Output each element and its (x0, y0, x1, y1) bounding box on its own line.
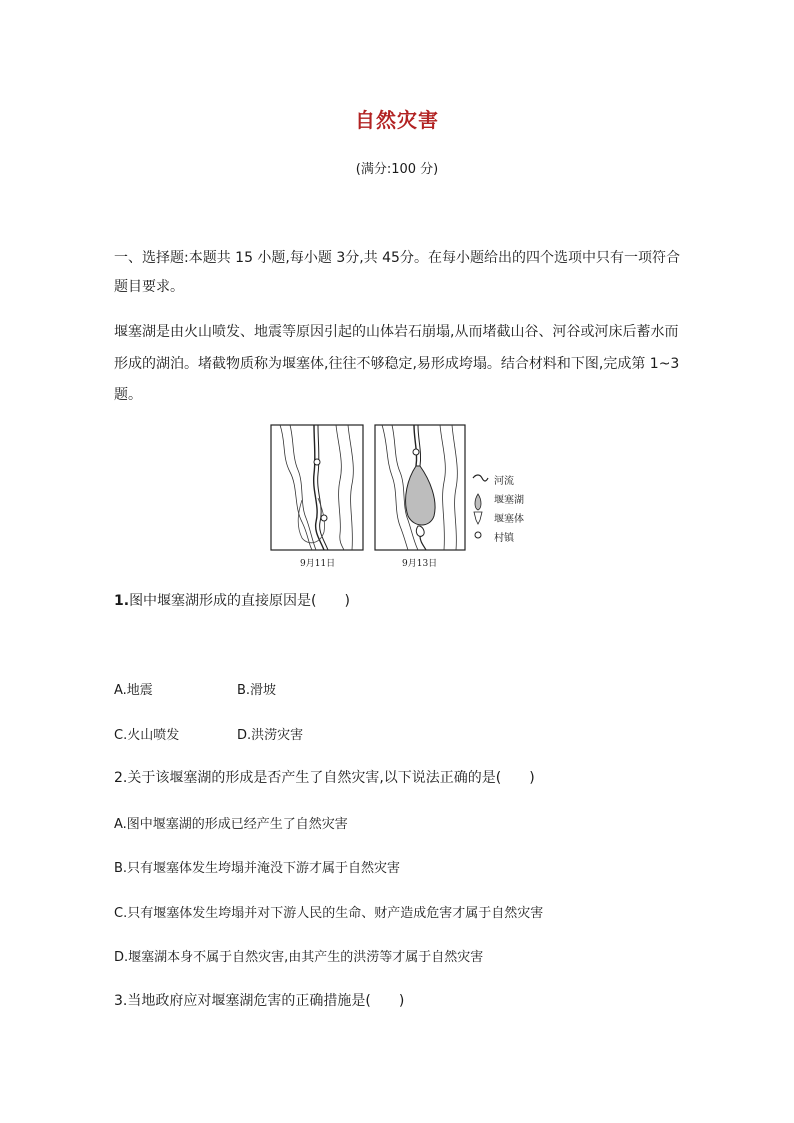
option-b[interactable]: B.滑坡 (237, 683, 277, 698)
option-c[interactable]: C.火山喷发 (114, 728, 180, 743)
village-marker (413, 449, 419, 455)
question-3 (114, 990, 404, 1010)
legend-label-village: 村镇 (494, 533, 514, 544)
page-title: 自然灾害 (355, 108, 439, 132)
question-number: 3. (114, 993, 128, 1009)
option-a[interactable]: A.图中堰塞湖的形成已经产生了自然灾害 (114, 817, 348, 832)
question-text: 关于该堰塞湖的形成是否产生了自然灾害,以下说法正确的是( ) (127, 770, 535, 786)
section-instruction-line-1: 一、选择题:本题共 15 小题,每小题 3分,共 45分。在每小题给出的四个选项中只有一项符合 (114, 250, 680, 266)
option-c[interactable]: C.只有堰塞体发生垮塌并对下游人民的生命、财产造成危害才属于自然灾害 (114, 906, 544, 921)
village-marker (321, 515, 327, 521)
question-number: 1. (114, 593, 130, 609)
caption-sep-11: 9月11日 (300, 559, 336, 569)
village-icon (475, 532, 481, 538)
material-line-1: 堰塞湖是由火山喷发、地震等原因引起的山体岩石崩塌,从而堵截山谷、河谷或河床后蓄水而 (114, 324, 679, 340)
dammed-lake-figure (268, 422, 528, 572)
question-number: 2. (114, 770, 128, 786)
caption-sep-13: 9月13日 (402, 559, 438, 569)
figure-legend (473, 475, 488, 538)
question-text: 图中堰塞湖形成的直接原因是( ) (129, 593, 350, 609)
dam-body-icon (474, 512, 482, 524)
river-icon (473, 475, 488, 481)
question-1 (114, 590, 350, 610)
legend-label-lake: 堰塞湖 (494, 495, 524, 506)
option-d[interactable]: D.堰塞湖本身不属于自然灾害,由其产生的洪涝等才属于自然灾害 (114, 950, 484, 965)
material-line-2: 形成的湖泊。堵截物质称为堰塞体,往往不够稳定,易形成垮塌。结合材料和下图,完成第 1~3 (114, 356, 680, 372)
legend-label-dam-body: 堰塞体 (494, 514, 524, 525)
question-text: 当地政府应对堰塞湖危害的正确措施是( ) (127, 993, 405, 1009)
material-line-3: 题。 (114, 387, 142, 403)
option-d[interactable]: D.洪涝灾害 (237, 728, 304, 743)
option-b[interactable]: B.只有堰塞体发生垮塌并淹没下游才属于自然灾害 (114, 861, 401, 876)
village-marker (314, 459, 320, 465)
question-2 (114, 767, 535, 787)
full-score-note: (满分:100 分) (355, 162, 439, 177)
section-instruction-line-2: 题目要求。 (114, 279, 184, 295)
option-a[interactable]: A.地震 (114, 683, 153, 698)
map-sep-13 (375, 425, 465, 550)
legend-label-river: 河流 (494, 476, 514, 487)
map-sep-11 (271, 425, 363, 550)
lake-icon (475, 494, 481, 510)
